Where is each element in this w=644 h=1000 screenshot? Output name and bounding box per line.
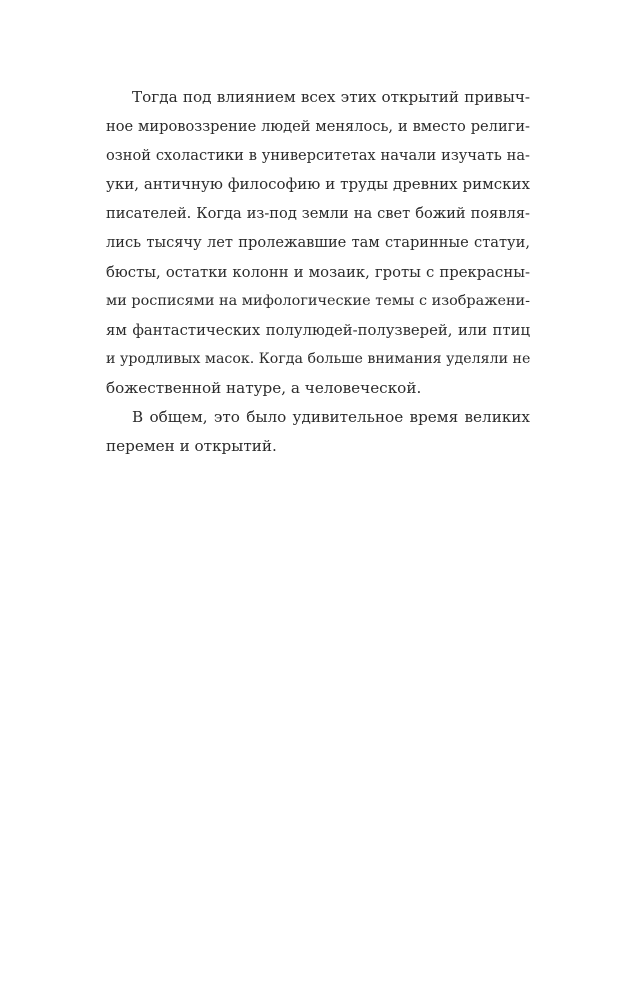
text-line: писателей. Когда из-под земли на свет божий появля-	[106, 205, 530, 223]
text-line: и уродливых масок. Когда больше внимания уделяли не	[106, 350, 530, 367]
paragraph-1	[106, 83, 530, 403]
paragraph-2	[106, 403, 530, 461]
text-line: лись тысячу лет пролежавшие там старинные статуи,	[106, 234, 530, 252]
text-line: ям фантастических полулюдей-полузверей, или птиц	[106, 321, 530, 339]
text-line: ное мировоззрение людей менялось, и вместо религи-	[106, 118, 530, 136]
body-text	[106, 83, 530, 461]
text-line: перемен и открытий.	[106, 437, 277, 456]
text-line: озной схоластики в университетах начали изучать на-	[106, 147, 530, 165]
text-line: уки, античную философию и труды древних римских	[106, 175, 530, 194]
text-line: Тогда под влиянием всех этих открытий привыч-	[132, 88, 530, 106]
text-line: ми росписями на мифологические темы с изображени-	[106, 292, 530, 309]
text-line: бюсты, остатки колонн и мозаик, гроты с прекрасны-	[106, 263, 530, 281]
text-line: В общем, это было удивительное время великих	[132, 408, 530, 427]
text-line: божественной натуре, а человеческой.	[106, 378, 422, 397]
